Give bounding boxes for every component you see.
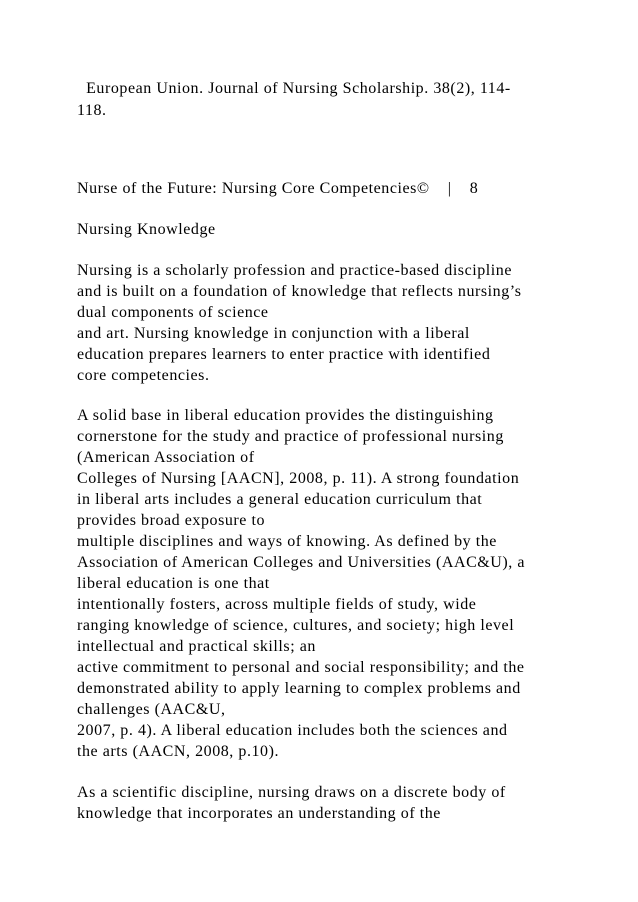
text-line: Colleges of Nursing [AACN], 2008, p. 11). A strong foundation: [77, 470, 520, 487]
text-line: ranging knowledge of science, cultures, and society; high level: [77, 617, 515, 634]
text-line: 2007, p. 4). A liberal education includes both the sciences and: [77, 722, 508, 739]
text-line: and art. Nursing knowledge in conjunction with a liberal: [77, 325, 470, 342]
text-line: challenges (AAC&U,: [77, 701, 226, 718]
text-line: 118.: [77, 102, 107, 119]
text-line: and is built on a foundation of knowledge that reflects nursing’s: [77, 283, 522, 300]
text-line: Association of American Colleges and Universities (AAC&U), a: [77, 554, 526, 571]
text-line: multiple disciplines and ways of knowing. As defined by the: [77, 533, 497, 550]
text-line: dual components of science: [77, 304, 269, 321]
text-line: intellectual and practical skills; an: [77, 638, 316, 655]
text-line: European Union. Journal of Nursing Scholarship. 38(2), 114-: [77, 80, 511, 97]
text-line: knowledge that incorporates an understanding of the: [77, 805, 441, 822]
section-heading: Nursing Knowledge: [77, 221, 216, 238]
text-line: in liberal arts includes a general education curriculum that: [77, 491, 483, 508]
text-line: core competencies.: [77, 367, 210, 384]
text-line: the arts (AACN, 2008, p.10).: [77, 743, 280, 760]
page-header: Nurse of the Future: Nursing Core Competencies© | 8: [77, 180, 479, 197]
text-line: provides broad exposure to: [77, 512, 266, 529]
text-line: A solid base in liberal education provides the distinguishing: [77, 407, 494, 424]
text-line: liberal education is one that: [77, 575, 270, 592]
text-line: demonstrated ability to apply learning to complex problems and: [77, 680, 521, 697]
text-line: intentionally fosters, across multiple fields of study, wide: [77, 596, 477, 613]
text-line: active commitment to personal and social responsibility; and the: [77, 659, 525, 676]
text-line: (American Association of: [77, 449, 255, 466]
text-line: As a scientific discipline, nursing draws on a discrete body of: [77, 784, 506, 801]
text-line: cornerstone for the study and practice of professional nursing: [77, 428, 504, 445]
text-line: education prepares learners to enter practice with identified: [77, 346, 491, 363]
text-line: Nursing is a scholarly profession and practice-based discipline: [77, 262, 512, 279]
